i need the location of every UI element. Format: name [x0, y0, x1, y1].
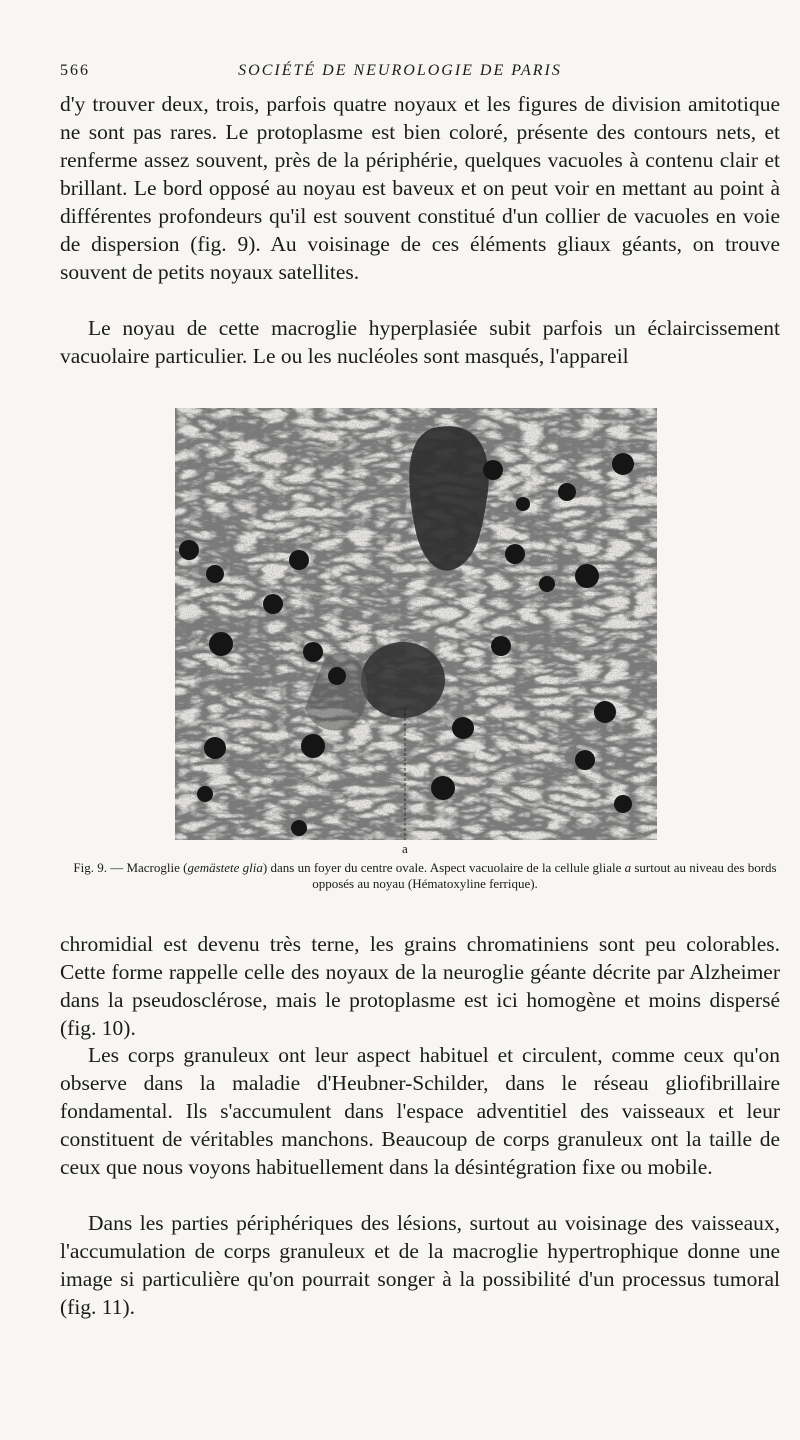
paragraph-3: chromidial est devenu très terne, les grains chromatiniens sont peu colorables. Cette forme rappelle celle des noyaux de la neuroglie géante décrite par Alzheimer dans la pseudosclérose, mais le protoplasme est ici homogène et moins dispersé (fig. 10).	[60, 932, 780, 1040]
running-head: SOCIÉTÉ DE NEUROLOGIE DE PARIS	[238, 62, 562, 79]
figure-marker: a	[402, 841, 408, 856]
page-header	[60, 62, 740, 86]
paragraph-5: Dans les parties périphériques des lésions, surtout au voisinage des vaisseaux, l'accumulation de corps granuleux et de la macroglie hypertrophique donne une image si particulière qu'on pourrait songer à la possibilité d'un processus tumoral (fig. 11).	[60, 1211, 780, 1319]
micrograph-image	[175, 408, 657, 840]
page-number: 566	[60, 62, 90, 79]
figure-caption	[70, 860, 780, 892]
caption-italic-a: a	[624, 860, 632, 875]
caption-prefix: Fig. 9. — Macroglie (	[73, 860, 188, 875]
paragraph-2: Le noyau de cette macroglie hyperplasiée subit parfois un éclaircissement vacuolaire particulier. Le ou les nucléoles sont masqués, l'appareil	[60, 316, 780, 368]
caption-suffix: surtout au niveau des bords opposés au noyau (Hématoxyline ferrique).	[312, 860, 777, 891]
caption-italic: gemästete glia	[187, 860, 263, 875]
caption-middle: ) dans un foyer du centre ovale. Aspect vacuolaire de la cellule gliale	[262, 860, 625, 875]
paragraph-1: d'y trouver deux, trois, parfois quatre noyaux et les figures de division amitotique ne sont pas rares. Le protoplasme est bien coloré, présente des contours nets, et renferme assez souvent, près de la périphérie, quelques vacuoles à contenu clair et brillant. Le bord opposé au noyau est baveux et on peut voir en mettant au point à différentes profondeurs qu'il est souvent constitué d'un collier de vacuoles en voie de dispersion (fig. 9). Au voisinage de ces éléments gliaux géants, on trouve souvent de petits noyaux satellites.	[60, 92, 780, 284]
micrograph-figure	[175, 408, 657, 840]
paragraph-4: Les corps granuleux ont leur aspect habituel et circulent, comme ceux qu'on observe dans la maladie d'Heubner-Schilder, dans le réseau gliofibrillaire fondamental. Ils s'accumulent dans l'espace adventitiel des vaisseaux et leur constituent de véritables manchons. Beaucoup de corps granuleux ont la taille de ceux que nous voyons habituellement dans la désintégration fixe ou mobile.	[60, 1043, 780, 1179]
